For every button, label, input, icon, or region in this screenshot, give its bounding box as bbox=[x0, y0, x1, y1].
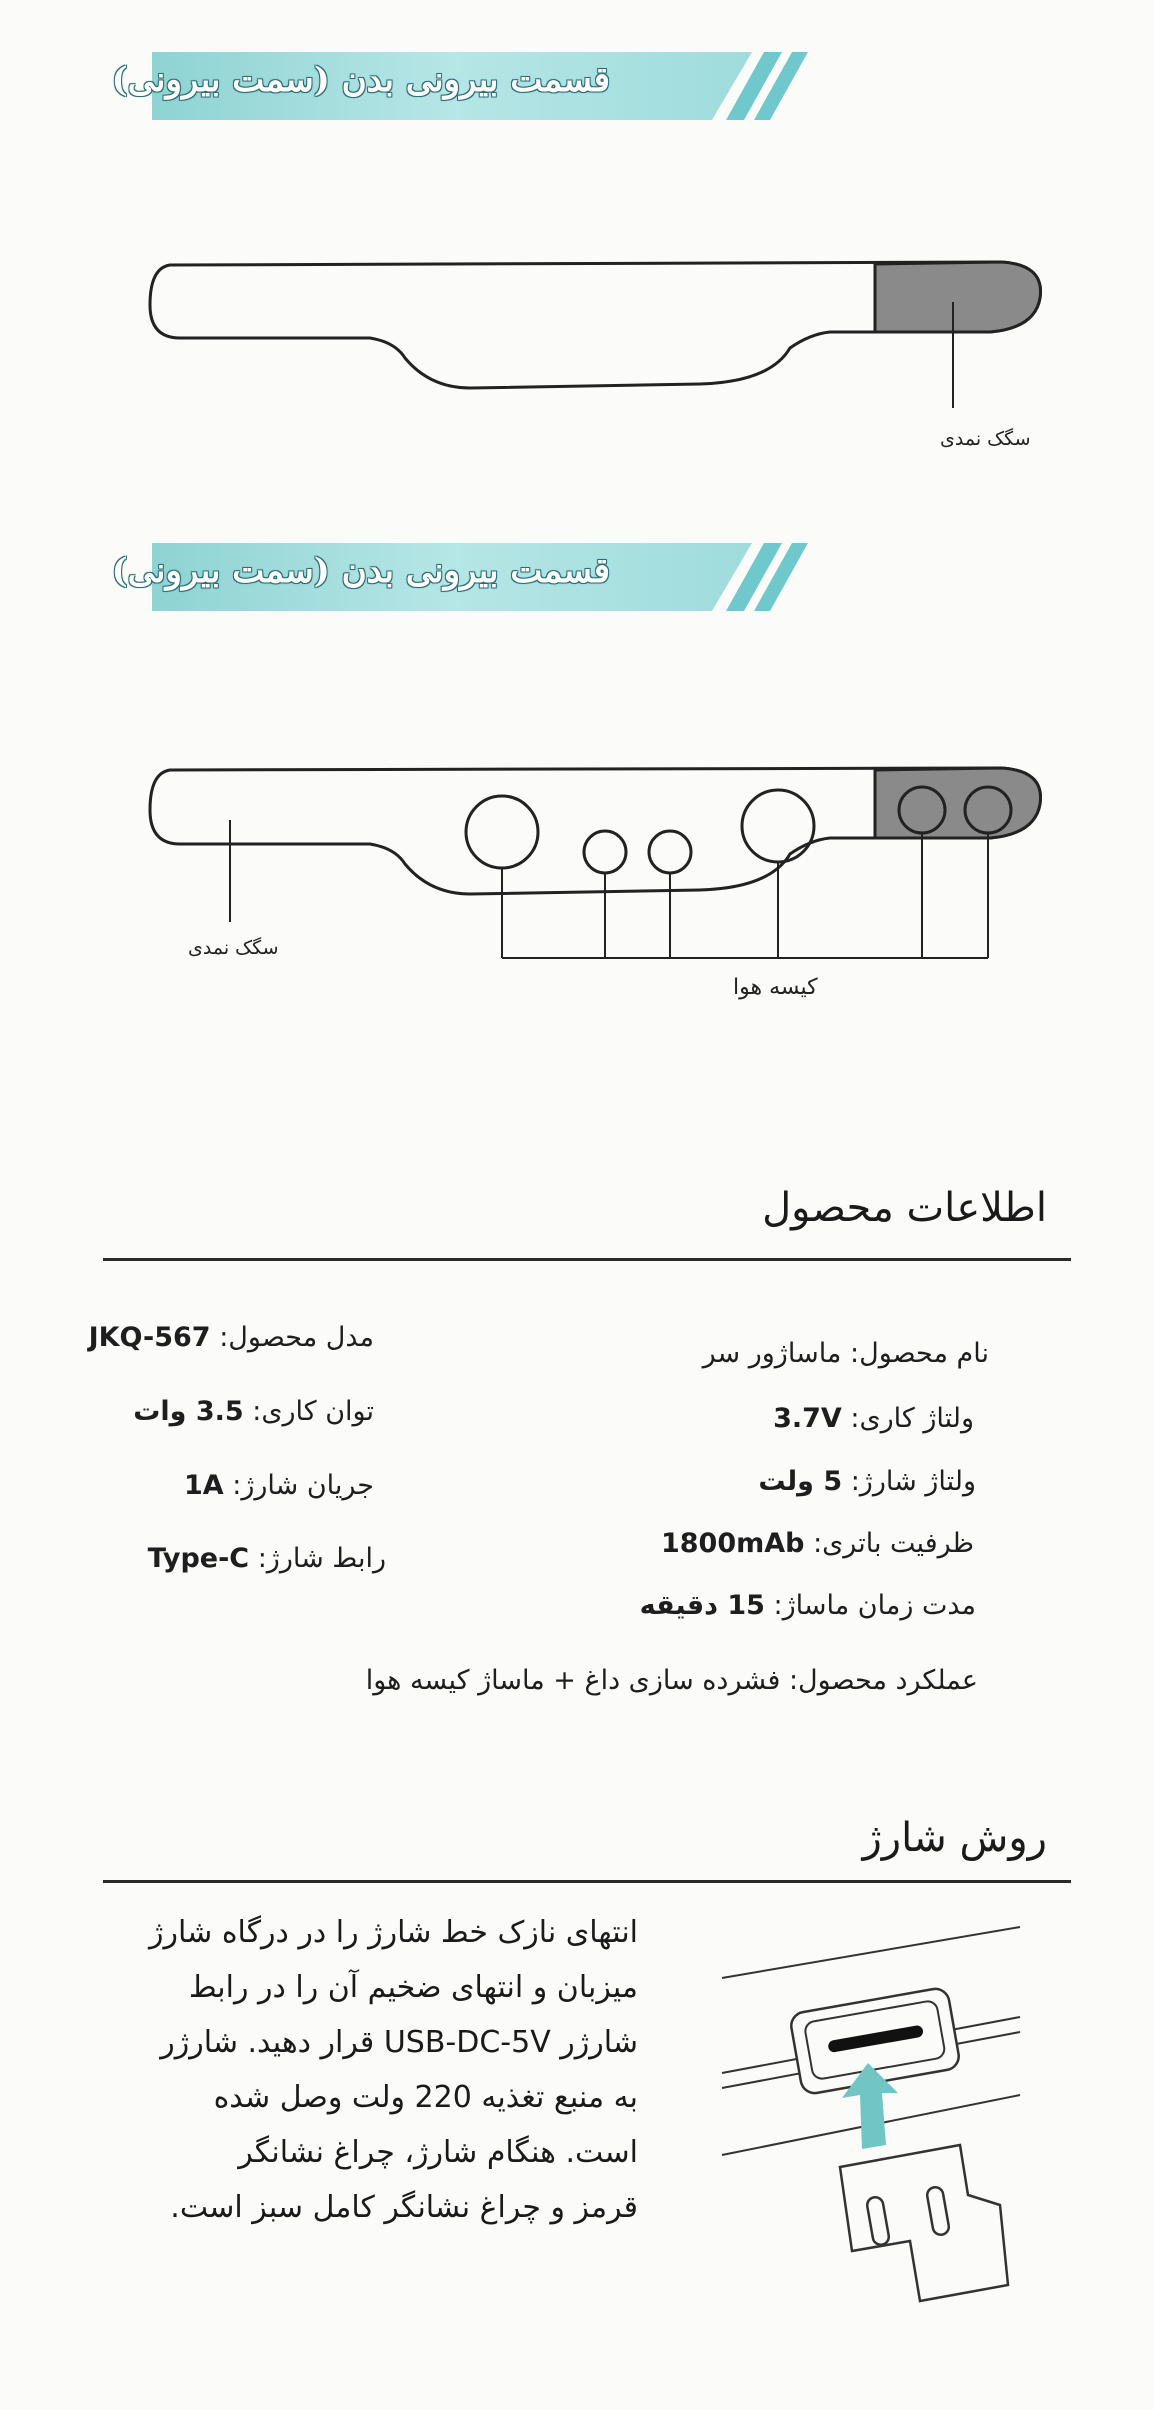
spec-label: عملکرد محصول: bbox=[788, 1665, 978, 1696]
spec-charging-current bbox=[184, 1470, 374, 1501]
spec-model bbox=[89, 1322, 374, 1353]
airbag-circle-2 bbox=[584, 831, 626, 873]
usb-c-plug bbox=[840, 2145, 1008, 2301]
spec-label: ظرفیت باتری: bbox=[813, 1528, 974, 1559]
spec-label: مدل محصول: bbox=[219, 1322, 374, 1353]
charging-line: قرمز و چراغ نشانگر کامل سبز است. bbox=[170, 2190, 638, 2225]
usb-c-plug-illustration bbox=[700, 1905, 1040, 2325]
banner-title: قسمت بیرونی بدن (سمت بیرونی) bbox=[111, 551, 610, 591]
spec-value: Type-C bbox=[147, 1543, 250, 1574]
spec-value: فشرده سازی داغ + ماساژ کیسه هوا bbox=[365, 1665, 781, 1696]
felt-buckle-label-1: سگک نمدی bbox=[940, 428, 1031, 450]
charging-line: انتهای نازک خط شارژ را در درگاه شارژ bbox=[149, 1915, 638, 1950]
spec-label: ولتاژ شارژ: bbox=[850, 1466, 976, 1497]
section-banner-1 bbox=[111, 52, 842, 120]
airbag-label: کیسه هوا bbox=[733, 975, 818, 1000]
felt-buckle-label-2: سگک نمدی bbox=[188, 937, 279, 959]
spec-label: رابط شارژ: bbox=[257, 1543, 386, 1574]
product-info-title: اطلاعات محصول bbox=[762, 1185, 1047, 1231]
spec-value: 1A bbox=[183, 1470, 224, 1501]
spec-value: 15 دقیقه bbox=[639, 1590, 765, 1621]
spec-value: JKQ-567 bbox=[88, 1322, 211, 1353]
charging-title: روش شارژ bbox=[862, 1815, 1047, 1861]
airbag-circle-4 bbox=[742, 790, 814, 862]
spec-charging-interface bbox=[148, 1543, 386, 1574]
spec-working-voltage bbox=[773, 1403, 974, 1434]
spec-power bbox=[133, 1396, 374, 1427]
spec-function bbox=[366, 1665, 978, 1696]
spec-product-name bbox=[703, 1338, 989, 1369]
spec-value: 5 ولت bbox=[758, 1466, 843, 1497]
charging-line: شارژر USB-DC-5V قرار دهید. شارژر bbox=[160, 2025, 638, 2060]
spec-massage-duration bbox=[640, 1590, 976, 1621]
spec-label: جریان شارژ: bbox=[232, 1470, 374, 1501]
spec-battery-capacity bbox=[661, 1528, 974, 1559]
spec-value: 3.7V bbox=[773, 1403, 842, 1434]
airbag-circle-1 bbox=[466, 796, 538, 868]
banner-title: قسمت بیرونی بدن (سمت بیرونی) bbox=[111, 60, 610, 100]
felt-buckle-area bbox=[875, 262, 1041, 332]
charging-instructions bbox=[78, 1905, 638, 2235]
spec-label: مدت زمان ماساژ: bbox=[773, 1590, 976, 1621]
charging-line: است. هنگام شارژ، چراغ نشانگر bbox=[238, 2135, 638, 2170]
spec-label: ولتاژ کاری: bbox=[850, 1403, 974, 1434]
spec-label: نام محصول: bbox=[849, 1338, 989, 1369]
spec-label: توان کاری: bbox=[252, 1396, 374, 1427]
spec-value: 1800mAb bbox=[660, 1528, 805, 1559]
section-banner-2 bbox=[111, 543, 842, 611]
product-info-divider bbox=[103, 1258, 1071, 1261]
charging-divider bbox=[103, 1880, 1071, 1883]
charging-line: به منبع تغذیه 220 ولت وصل شده bbox=[213, 2080, 638, 2115]
cable-line-top bbox=[722, 1927, 1020, 1978]
spec-value: ماساژور سر bbox=[702, 1338, 842, 1369]
massager-outer-diagram-2 bbox=[0, 760, 1154, 970]
spec-charging-voltage bbox=[758, 1466, 976, 1497]
airbag-circle-3 bbox=[649, 831, 691, 873]
spec-value: 3.5 وات bbox=[133, 1396, 244, 1427]
charging-line: میزبان و انتهای ضخیم آن را در رابط bbox=[188, 1970, 638, 2005]
